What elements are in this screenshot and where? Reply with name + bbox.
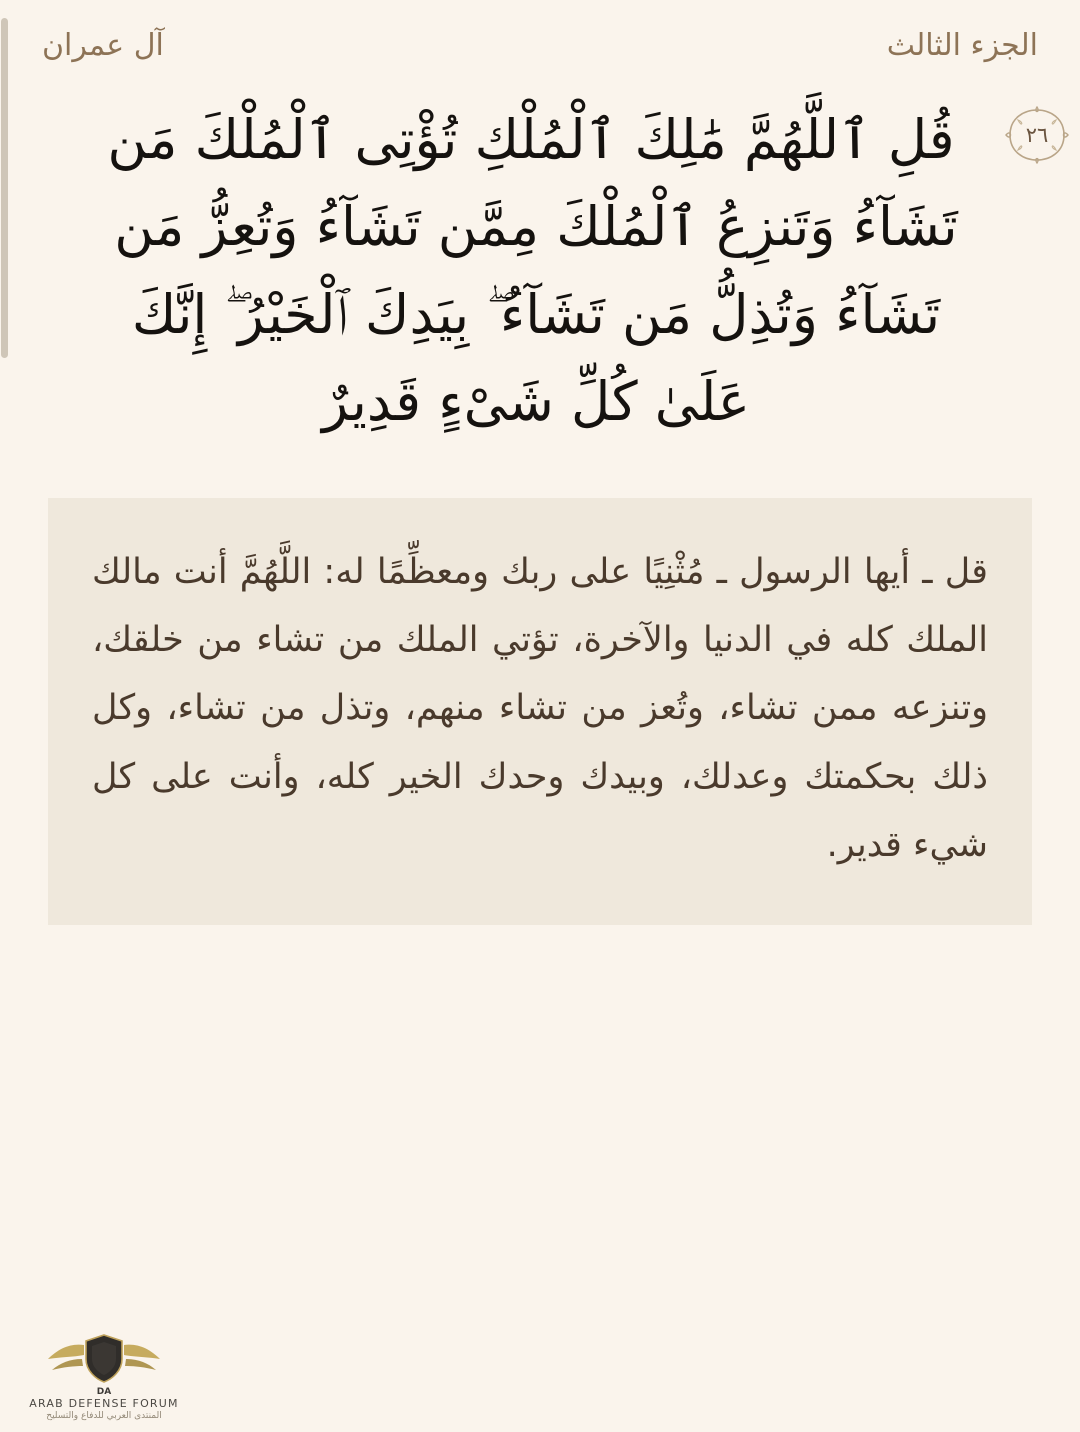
ayah-text-block (0, 96, 1080, 446)
ayah-number: ٢٦ (1025, 123, 1049, 147)
scrollbar-thumb[interactable] (1, 18, 8, 358)
ayah-line: تَشَآءُ وَتَنزِعُ ٱلْمُلْكَ مِمَّن تَشَآءُ وَتُعِزُّ مَن (114, 195, 958, 259)
vertical-scrollbar[interactable] (0, 0, 9, 1432)
ayah-line: قُلِ ٱللَّهُمَّ مَٰلِكَ ٱلْمُلْكِ تُؤْتِى ٱلْمُلْكَ مَن (107, 108, 955, 171)
surah-name: آل عمران (42, 28, 164, 63)
shield-crest-icon (44, 1329, 164, 1387)
forum-watermark (14, 1330, 194, 1422)
watermark-title: ARAB DEFENSE FORUM (29, 1397, 179, 1410)
ayah-line: تَشَآءُ وَتُذِلُّ مَن تَشَآءُ ۖ بِيَدِكَ ٱلْخَيْرُ ۖ إِنَّكَ (131, 282, 941, 346)
page-header (0, 0, 1080, 74)
tafsir-text: قل ـ أيها الرسول ـ مُثْنِيًا على ربك ومعظِّمًا له: اللَّهُمَّ أنت مالك الملك كله في الدنيا والآخرة، تؤتي الملك من تشاء من خلقك، وتنزعه ممن تشاء، وتُعز من تشاء منهم، وتذل من تشاء، وكل ذلك بحكمتك وعدلك، وبيدك وحدك الخير كله، وأنت على كل شيء قدير. (92, 551, 988, 865)
tafsir-panel (48, 498, 1032, 925)
watermark-badge: DA (96, 1387, 112, 1397)
ayah-number-medallion (1000, 104, 1074, 166)
ayah-line: عَلَىٰ كُلِّ شَىْءٍ قَدِيرٌ (322, 370, 750, 434)
juz-label: الجزء الثالث (886, 28, 1038, 63)
watermark-subtitle: المنتدى العربي للدفاع والتسليح (46, 1410, 162, 1421)
